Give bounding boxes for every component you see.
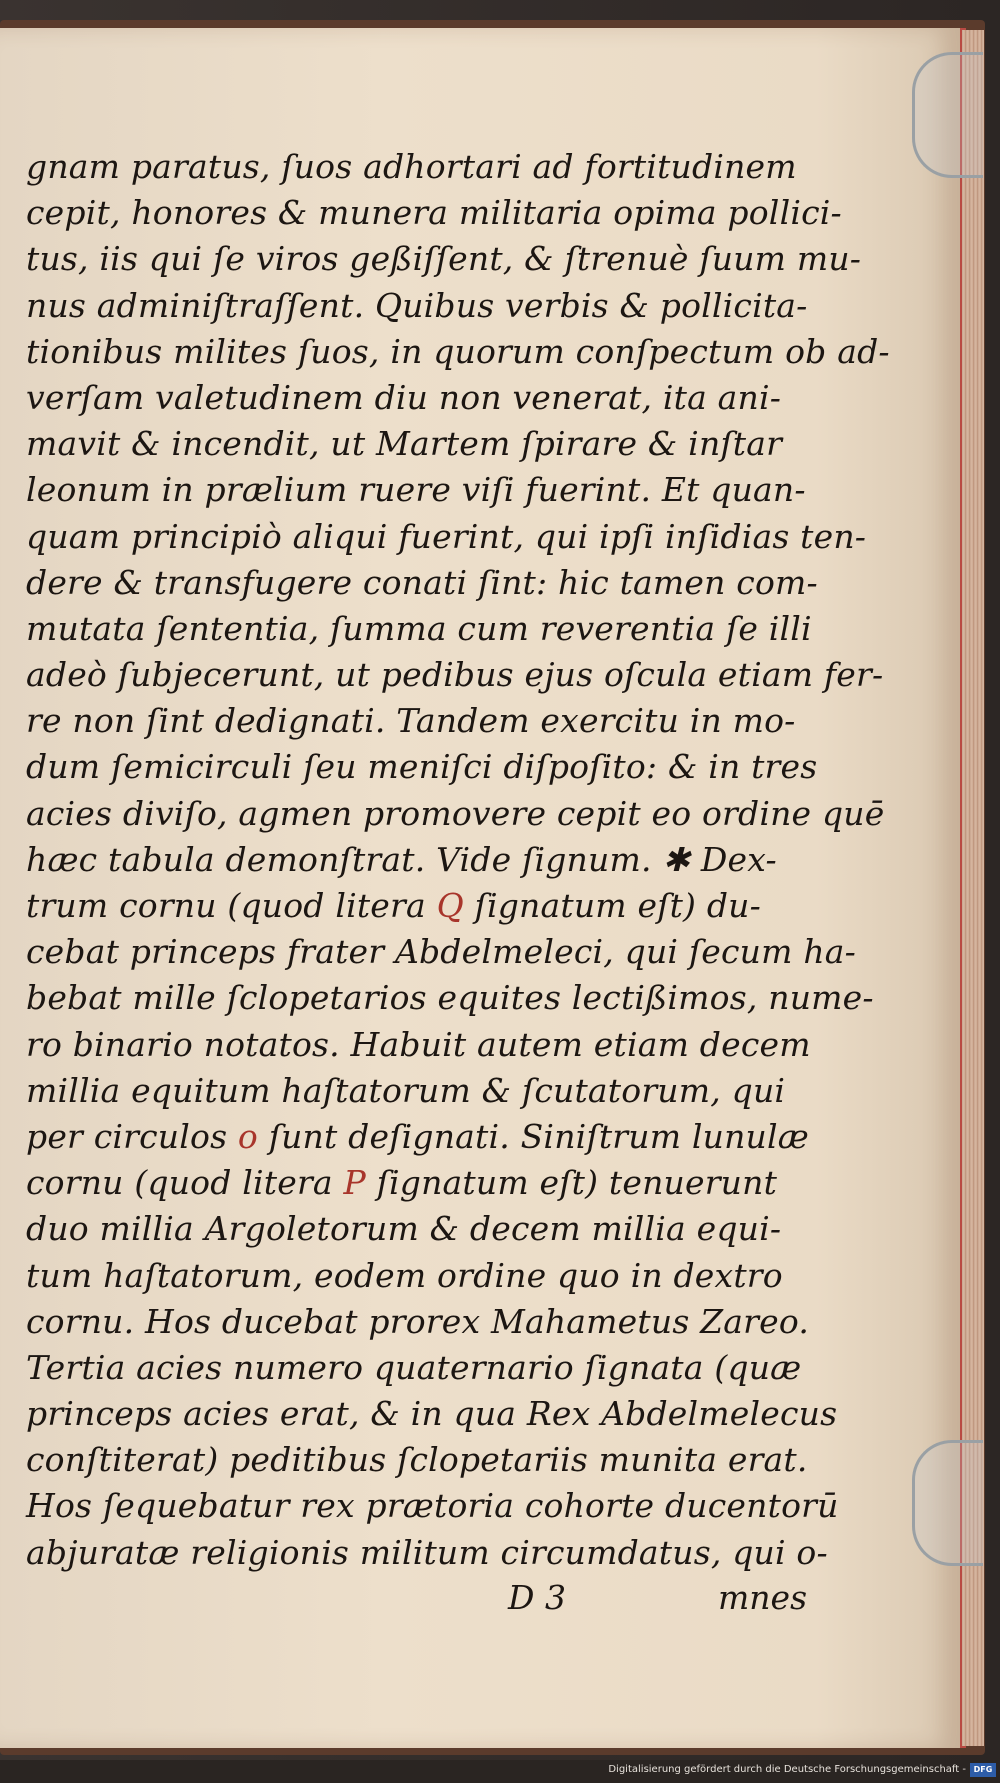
text-line — [26, 1160, 806, 1206]
text-segment: ſignatum eſt) du- — [463, 886, 761, 925]
text-line: tionibus milites ſuos, in quorum conſpectum ob ad- — [26, 331, 890, 371]
text-line: duo millia Argoletorum & decem millia equi- — [26, 1209, 782, 1249]
text-segment: ſunt deſignati. Siniſtrum lunulæ — [258, 1116, 809, 1156]
text-line: cepit, honores & munera militaria opima pollici- — [26, 193, 842, 233]
text-line: verſam valetudinem diu non venerat, ita ani- — [26, 377, 782, 417]
page-footer — [0, 1578, 960, 1624]
text-segment: cornu (quod litera — [26, 1163, 344, 1203]
text-line: conſtiterat) peditibus ſclopetariis munita erat. — [26, 1440, 808, 1480]
text-line: gnam paratus, ſuos adhortari ad fortitudinem — [26, 147, 797, 186]
catchword: mnes — [718, 1578, 808, 1617]
book-clip-bottom — [912, 1440, 983, 1566]
signature-mark: D 3 — [508, 1578, 566, 1617]
rubric-letter-p: P — [343, 1163, 366, 1203]
text-line: Hos ſequebatur rex prætoria cohorte ducentorū — [26, 1486, 839, 1526]
book-page — [0, 28, 966, 1748]
rubric-letter-q: Q — [436, 886, 464, 925]
text-line: cornu. Hos ducebat prorex Mahametus Zareo. — [26, 1301, 810, 1341]
text-line: cebat princeps frater Abdelmeleci, qui ſecum ha- — [26, 932, 856, 972]
text-line: Tertia acies numero quaternario ſignata (quæ — [26, 1347, 802, 1387]
credit-bar — [0, 1760, 1000, 1783]
text-segment: per circulos — [26, 1116, 238, 1156]
text-line: nus adminiſtraſſent. Quibus verbis & pollicita- — [26, 285, 808, 325]
text-line: millia equitum haſtatorum & ſcutatorum, qui — [26, 1070, 786, 1110]
page-text — [26, 144, 890, 1576]
text-line: mutata ſententia, ſumma cum reverentia ſe illi — [26, 608, 812, 648]
text-segment: ſignatum eſt) tenuerunt — [365, 1163, 778, 1203]
text-line: bebat mille ſclopetarios equites lectißimos, nume- — [26, 978, 874, 1018]
text-line: mavit & incendit, ut Martem ſpirare & inſtar — [26, 424, 783, 464]
book-clip-top — [912, 52, 983, 178]
text-line: tus, iis qui ſe viros geßiſſent, & ſtrenuè ſuum mu- — [26, 239, 862, 279]
dfg-logo: DFG — [970, 1763, 996, 1777]
text-line: acies diviſo, agmen promovere cepit eo ordine quē — [26, 793, 885, 833]
rubric-circle-o: o — [237, 1116, 258, 1156]
text-line: dere & transfugere conati ſint: hic tamen com- — [26, 562, 818, 602]
text-line — [26, 1114, 809, 1160]
text-segment: trum cornu (quod litera — [26, 886, 437, 925]
text-line: abjuratæ religionis militum circumdatus, qui o- — [26, 1532, 828, 1572]
text-line — [26, 883, 806, 929]
text-line: tum haſtatorum, eodem ordine quo in dextro — [26, 1255, 783, 1295]
text-line: ro binario notatos. Habuit autem etiam decem — [26, 1024, 811, 1064]
text-line: princeps acies erat, & in qua Rex Abdelmelecus — [26, 1394, 838, 1434]
text-line: adeò ſubjecerunt, ut pedibus ejus oſcula etiam fer- — [26, 655, 884, 695]
text-line: leonum in prælium ruere viſi fuerint. Et quan- — [26, 470, 806, 510]
text-line: quam principiò aliqui fuerint, qui ipſi inſidias ten- — [26, 516, 867, 556]
text-line: dum ſemicirculi ſeu meniſci diſpoſito: & in tres — [26, 747, 818, 787]
text-line: re non ſint dedignati. Tandem exercitu in mo- — [26, 701, 796, 741]
text-line: hæc tabula demonſtrat. Vide ſignum. ✱ Dex- — [26, 839, 777, 879]
funding-credit: Digitalisierung gefördert durch die Deutsche Forschungsgemeinschaft - — [608, 1764, 966, 1775]
